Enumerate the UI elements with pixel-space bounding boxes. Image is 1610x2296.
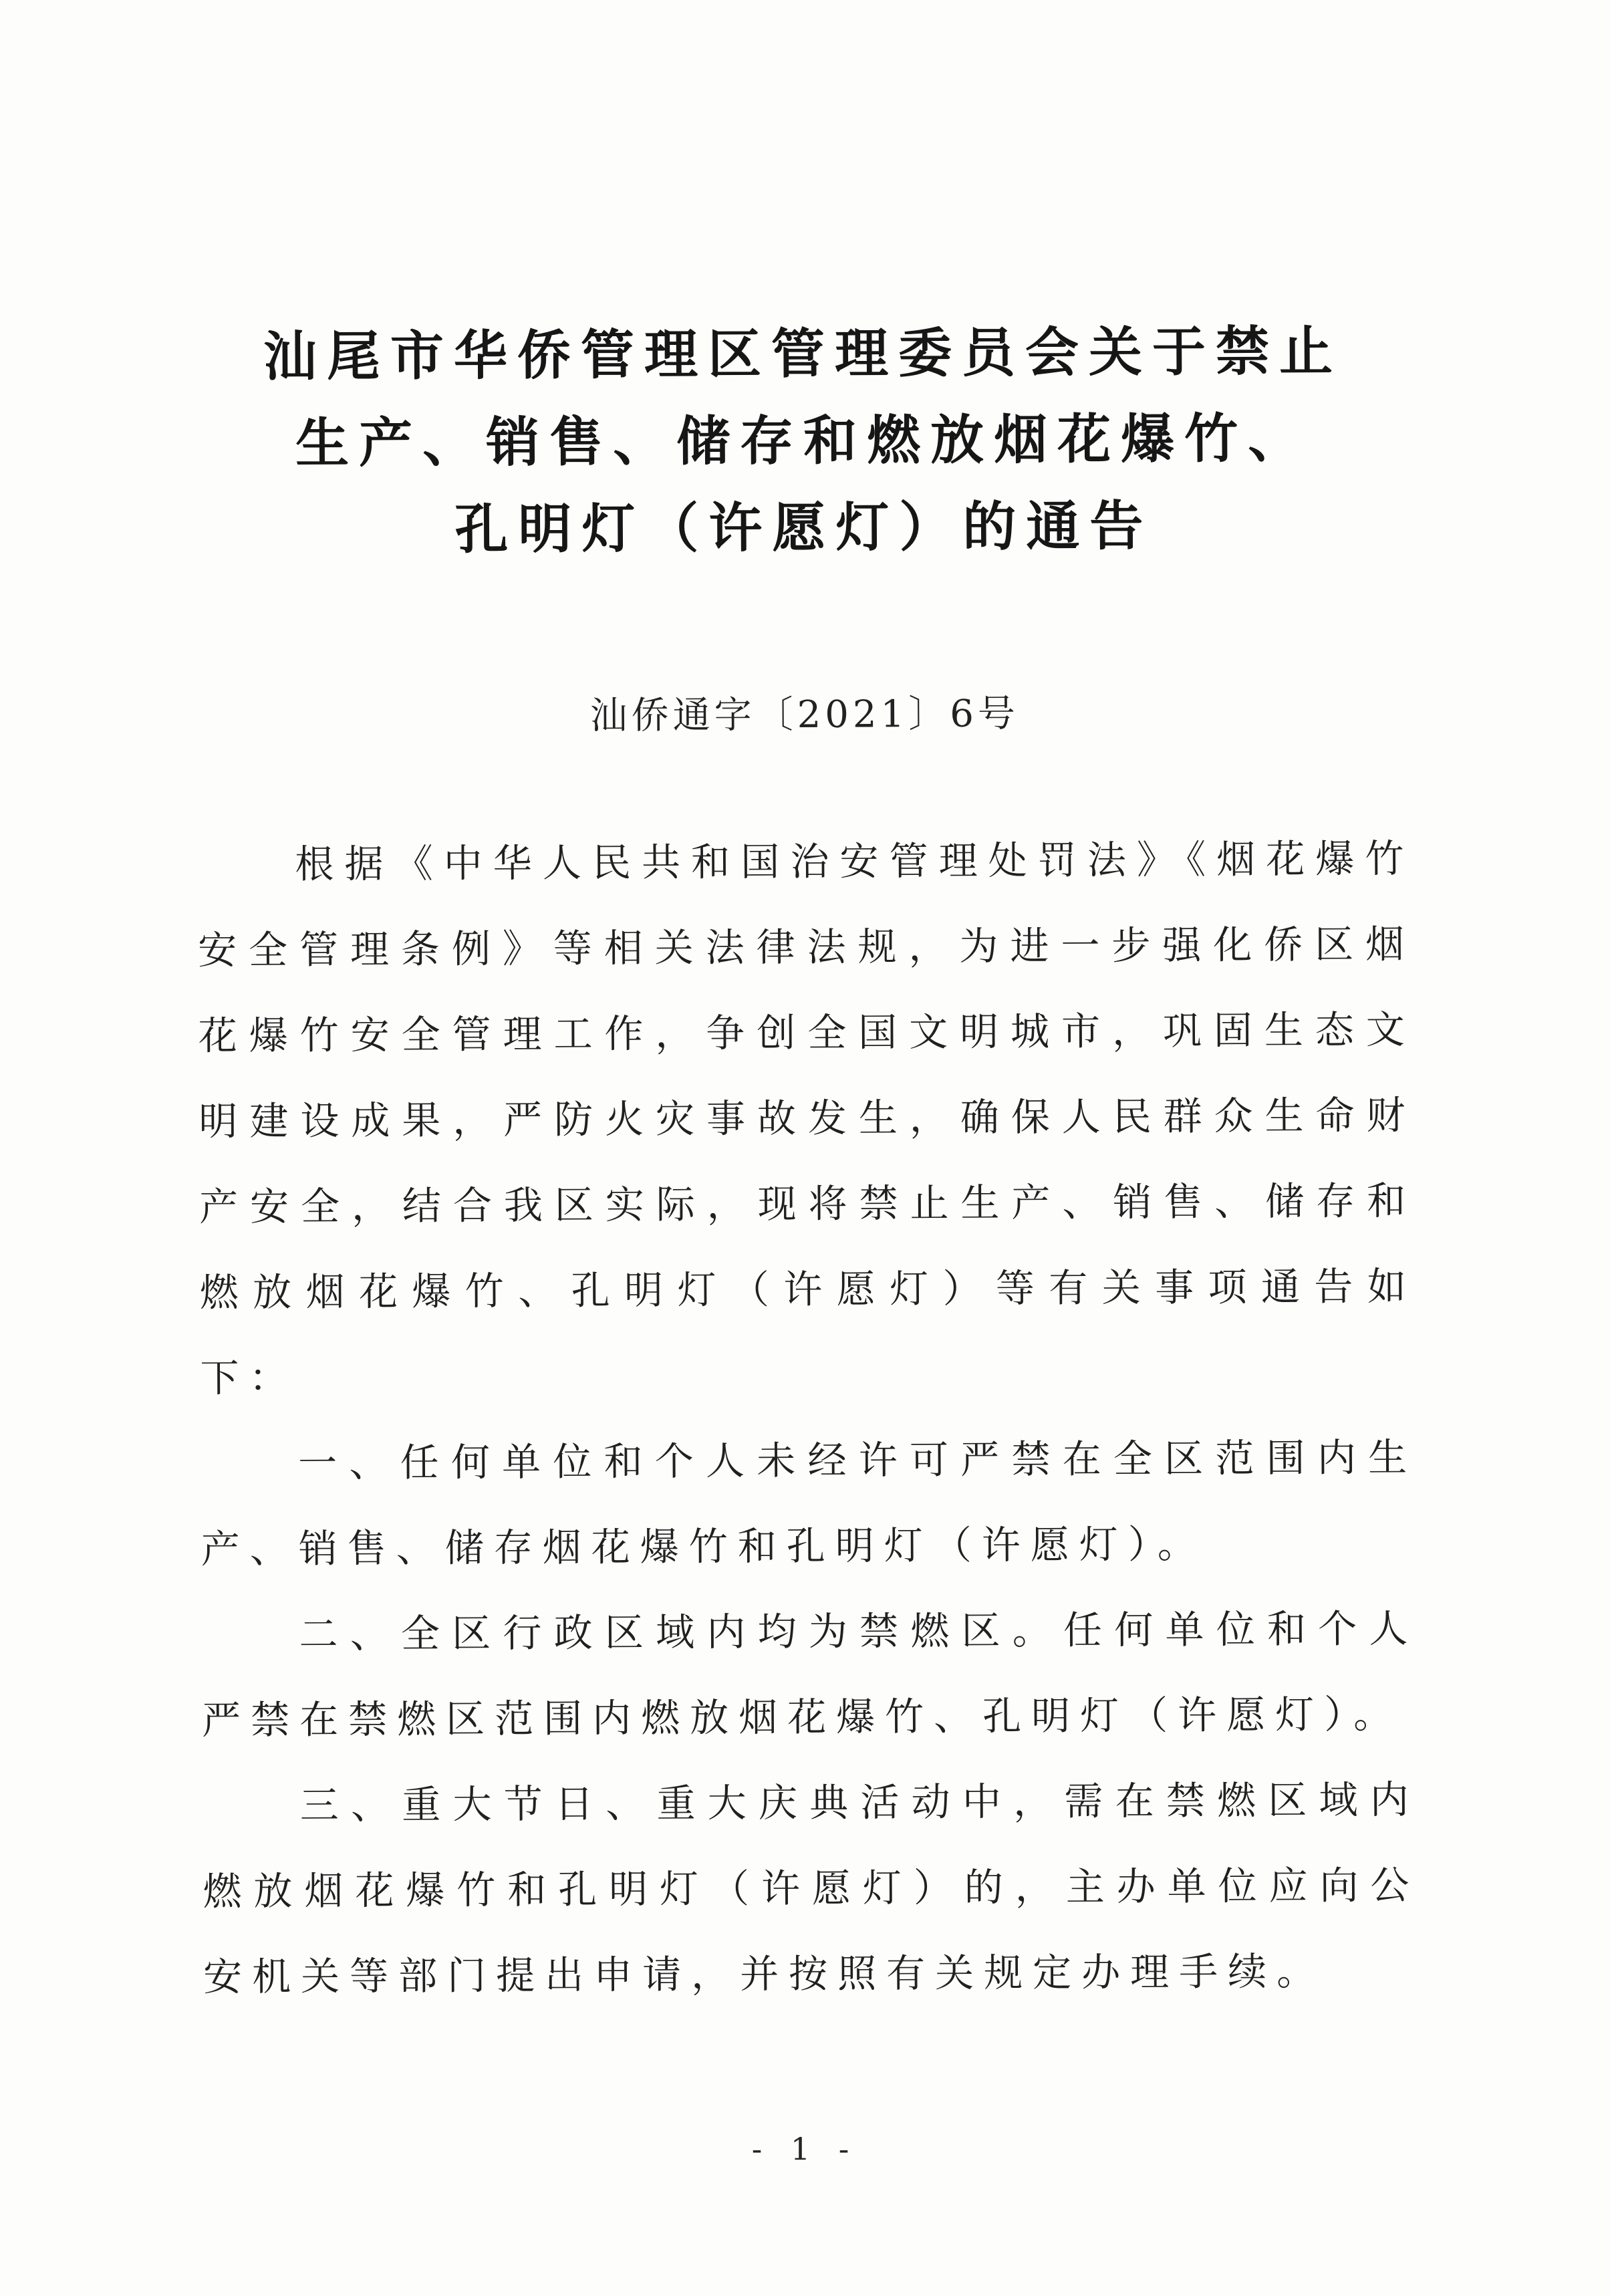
paragraph-item-3: 三、重大节日、重大庆典活动中，需在禁燃区域内燃放烟花爆竹和孔明灯（许愿灯）的，主办单位应向公安机关等部门提出申请，并按照有关规定办理手续。	[203, 1777, 1420, 2000]
title-line-2: 生产、销售、储存和燃放烟花爆竹、	[295, 407, 1312, 475]
document-body	[0, 815, 1610, 2021]
paragraph-intro: 根据《中华人民共和国治安管理处罚法》《烟花爆竹安全管理条例》等相关法律法规，为进一步强化侨区烟花爆竹安全管理工作，争创全国文明城市，巩固生态文明建设成果，严防火灾事故发生，确保人民群众生命财产安全，结合我区实际，现将禁止生产、销售、储存和燃放烟花爆竹、孔明灯（许愿灯）等有关事项通告如下：	[197, 836, 1416, 1401]
page-number: - 1 -	[751, 2131, 859, 2167]
paragraph-item-2: 二、全区行政区域内均为禁燃区。任何单位和个人严禁在禁燃区范围内燃放烟花爆竹、孔明灯（许愿灯）。	[201, 1606, 1418, 1743]
document-number: 汕侨通字〔2021〕6号	[589, 692, 1020, 738]
paragraph-item-1: 一、任何单位和个人未经许可严禁在全区范围内生产、销售、储存烟花爆竹和孔明灯（许愿灯）。	[200, 1434, 1418, 1572]
document-title	[0, 0, 1609, 576]
title-line-1: 汕尾市华侨管理区管理委员会关于禁止	[263, 320, 1343, 388]
title-line-3: 孔明灯（许愿灯）的通告	[454, 495, 1154, 561]
